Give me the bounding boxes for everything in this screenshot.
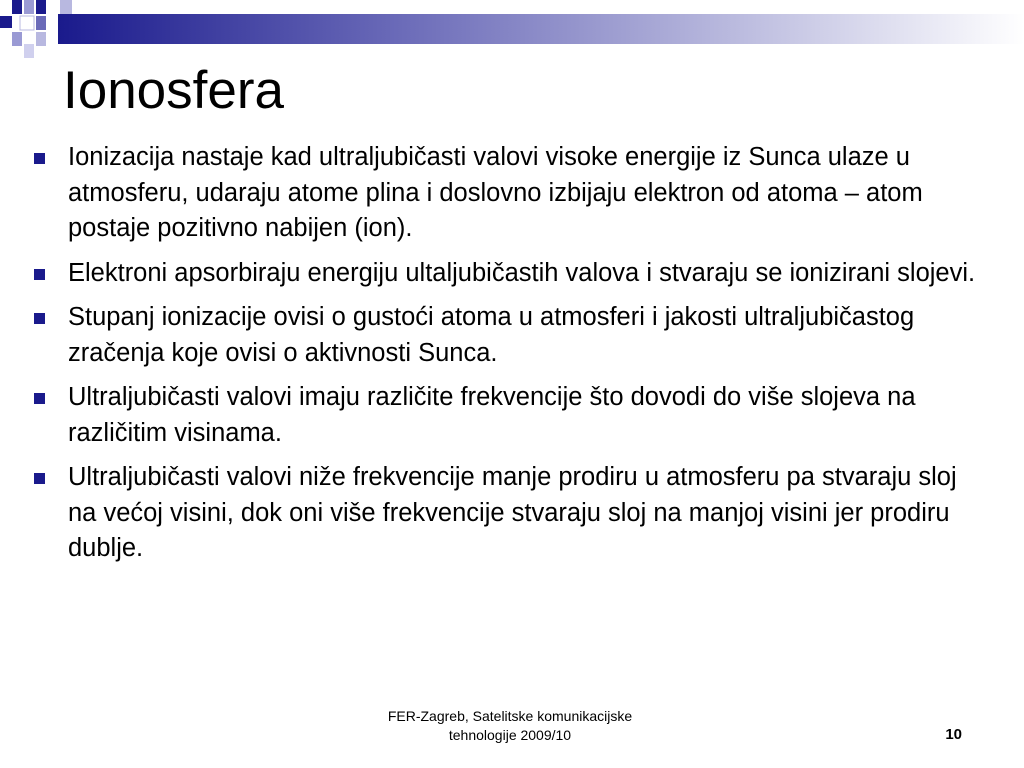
bullet-text: Stupanj ionizacije ovisi o gustoći atoma u atmosferi i jakosti ultraljubičastog zračenja koje ovisi o aktivnosti Sunca. — [68, 303, 915, 367]
footer-line: tehnologije 2009/10 — [448, 727, 572, 743]
bullet-list — [34, 140, 984, 576]
footer-line: FER-Zagreb, Satelitske komunikacijske — [387, 708, 633, 724]
deco-square — [24, 44, 34, 58]
bullet-text: Ionizacija nastaje kad ultraljubičasti valovi visoke energije iz Sunca ulaze u atmosferu, udaraju atome plina i doslovno izbijaju elektron od atoma – atom postaje pozitivno nabijen (ion). — [68, 143, 923, 242]
bullet-text: Elektroni apsorbiraju energiju ultaljubičastih valova i stvaraju se ionizirani slojevi. — [68, 258, 976, 287]
bullet-item — [34, 380, 984, 451]
deco-square — [36, 0, 46, 14]
bullet-text: Ultraljubičasti valovi imaju različite frekvencije što dovodi do više slojeva na različitim visinama. — [68, 383, 916, 447]
bullet-text: Ultraljubičasti valovi niže frekvencije manje prodiru u atmosferu pa stvaraju sloj na većoj visini, dok oni više frekvencije stvaraju sloj na manjoj visini jer prodiru dublje. — [68, 463, 957, 562]
bullet-item — [34, 256, 984, 292]
deco-square — [36, 32, 46, 46]
square-bullet-icon — [34, 393, 45, 404]
deco-square — [24, 0, 34, 14]
deco-square — [36, 16, 46, 30]
header-gradient-band — [58, 14, 1024, 44]
deco-square — [0, 16, 12, 28]
bullet-item — [34, 140, 984, 247]
square-bullet-icon — [34, 313, 45, 324]
page-number: 10 — [945, 726, 962, 743]
deco-square — [12, 32, 22, 46]
bullet-item — [34, 460, 984, 567]
header-decoration — [0, 0, 1024, 60]
slide-footer — [345, 707, 675, 745]
square-bullet-icon — [34, 153, 45, 164]
deco-square — [12, 0, 22, 14]
deco-square — [60, 0, 72, 14]
bullet-item — [34, 300, 984, 371]
deco-square — [20, 16, 34, 30]
square-bullet-icon — [34, 269, 45, 280]
square-bullet-icon — [34, 473, 45, 484]
slide-title: Ionosfera — [63, 61, 284, 120]
